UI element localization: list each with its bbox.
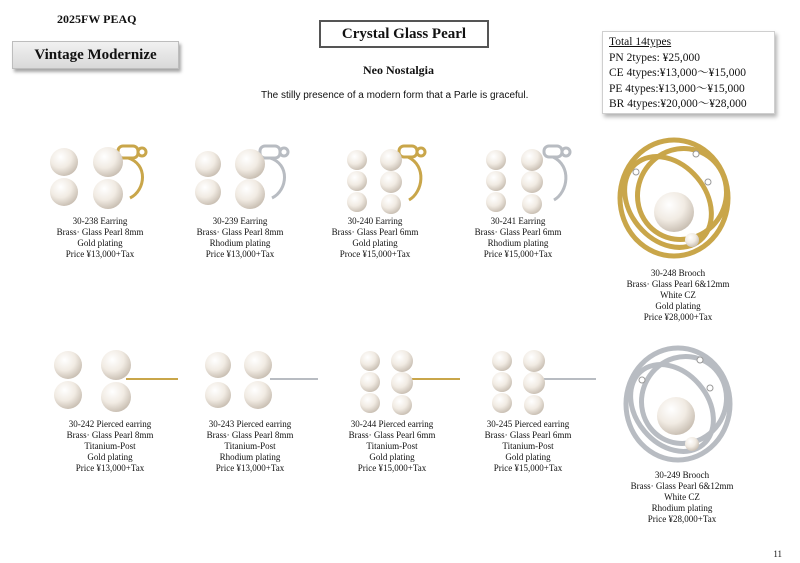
product-material: Brass· Glass Pearl 6&12mm (630, 481, 734, 491)
page-subtitle: Neo Nostalgia (363, 63, 434, 77)
earring-photo (448, 142, 588, 214)
product-finish: Gold plating (352, 238, 398, 248)
page-title: Crystal Glass Pearl (319, 20, 489, 48)
product-card[interactable] (30, 142, 170, 260)
product-post: Titanium-Post (84, 441, 136, 451)
product-price: Price ¥13,000+Tax (215, 463, 285, 473)
product-post: Titanium-Post (502, 441, 554, 451)
product-material: Brass· Glass Pearl 6mm (484, 430, 572, 440)
earring-photo (180, 345, 320, 417)
product-price: Price ¥15,000+Tax (483, 249, 553, 259)
product-material: Brass· Glass Pearl 8mm (56, 227, 144, 237)
product-name: 30-242 Pierced earring (68, 419, 152, 429)
product-price: Price ¥13,000+Tax (65, 249, 135, 259)
product-name: 30-244 Pierced earring (350, 419, 434, 429)
totals-box (602, 31, 775, 114)
product-card[interactable] (170, 142, 310, 260)
product-name: 30-248 Brooch (650, 268, 706, 278)
product-card[interactable] (612, 340, 752, 525)
product-finish: Rhodium plating (487, 238, 549, 248)
product-name: 30-249 Brooch (654, 470, 710, 480)
earring-photo (322, 345, 462, 417)
brooch-photo (608, 132, 748, 266)
totals-line: PN 2types: ¥25,000 (609, 51, 701, 64)
product-finish: Rhodium plating (651, 503, 713, 513)
product-material: Brass· Glass Pearl 8mm (66, 430, 154, 440)
product-finish: Gold plating (87, 452, 133, 462)
product-post: Titanium-Post (224, 441, 276, 451)
earring-photo (40, 345, 180, 417)
product-price: Proce ¥15,000+Tax (339, 249, 411, 259)
totals-heading: Total 14types (609, 36, 672, 48)
earring-photo (30, 142, 170, 214)
product-material: Brass· Glass Pearl 6mm (474, 227, 562, 237)
product-material: Brass· Glass Pearl 6mm (348, 430, 436, 440)
product-finish: Gold plating (505, 452, 551, 462)
earring-photo (170, 142, 310, 214)
product-name: 30-245 Pierced earring (486, 419, 570, 429)
product-name: 30-241 Earring (490, 216, 546, 226)
product-card[interactable] (448, 142, 588, 260)
product-card[interactable] (322, 345, 462, 474)
product-post: Titanium-Post (366, 441, 418, 451)
product-name: 30-238 Earring (72, 216, 128, 226)
tagline: The stilly presence of a modern form that a Parle is graceful. (261, 90, 529, 101)
earring-photo (305, 142, 445, 214)
product-extra: White CZ (664, 492, 700, 502)
product-finish: Gold plating (369, 452, 415, 462)
product-name: 30-243 Pierced earring (208, 419, 292, 429)
product-price: Price ¥13,000+Tax (75, 463, 145, 473)
product-card[interactable] (180, 345, 320, 474)
product-card[interactable] (305, 142, 445, 260)
totals-line: CE 4types:¥13,000〜¥15,000 (609, 67, 747, 79)
product-price: Price ¥15,000+Tax (493, 463, 563, 473)
product-card[interactable] (458, 345, 598, 474)
product-card[interactable] (40, 345, 180, 474)
product-finish: Rhodium plating (209, 238, 271, 248)
product-material: Brass· Glass Pearl 8mm (206, 430, 294, 440)
product-finish: Gold plating (655, 301, 701, 311)
product-price: Price ¥15,000+Tax (357, 463, 427, 473)
product-price: Price ¥28,000+Tax (647, 514, 717, 524)
page-number: 11 (773, 549, 782, 559)
collection-banner: Vintage Modernize (12, 41, 179, 69)
product-price: Price ¥28,000+Tax (643, 312, 713, 322)
product-card[interactable] (608, 132, 748, 323)
product-name: 30-239 Earring (212, 216, 268, 226)
totals-line: BR 4types:¥20,000〜¥28,000 (609, 98, 747, 110)
product-name: 30-240 Earring (347, 216, 403, 226)
totals-line: PE 4types:¥13,000〜¥15,000 (609, 82, 745, 95)
earring-photo (458, 345, 598, 417)
product-price: Price ¥13,000+Tax (205, 249, 275, 259)
product-material: Brass· Glass Pearl 6&12mm (626, 279, 730, 289)
brooch-photo (612, 340, 752, 468)
product-material: Brass· Glass Pearl 8mm (196, 227, 284, 237)
season-label: 2025FW PEAQ (57, 12, 137, 26)
product-finish: Rhodium plating (219, 452, 281, 462)
product-finish: Gold plating (77, 238, 123, 248)
product-extra: White CZ (660, 290, 696, 300)
product-material: Brass· Glass Pearl 6mm (331, 227, 419, 237)
